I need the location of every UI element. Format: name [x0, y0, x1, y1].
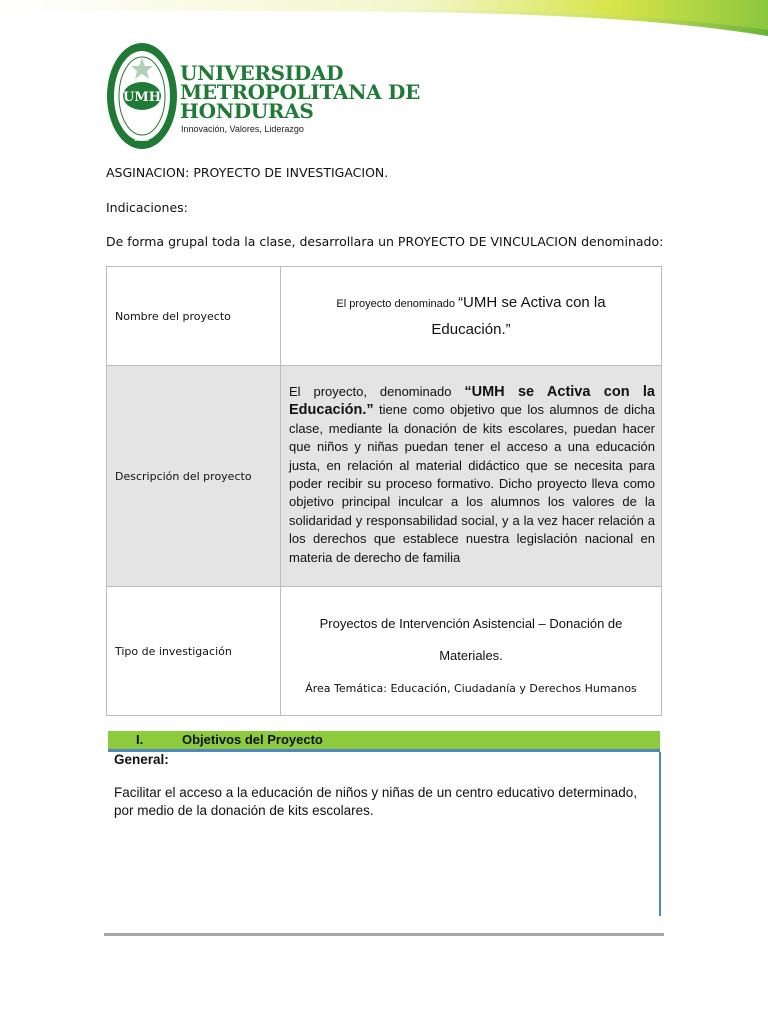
- project-name-label: Nombre del proyecto: [107, 267, 281, 366]
- research-type-line-2: Materiales.: [439, 647, 503, 663]
- project-description-label: Descripción del proyecto: [107, 366, 281, 587]
- logo-line-3: HONDURAS: [180, 99, 314, 123]
- research-type-cell: [281, 587, 662, 716]
- description-lead: El proyecto, denominado: [289, 383, 465, 399]
- objectives-number: I.: [136, 732, 144, 747]
- objectives-title: Objetivos del Proyecto: [182, 732, 323, 747]
- intro-paragraph: De forma grupal toda la clase, desarrollara un PROYECTO DE VINCULACION denominado:: [106, 234, 664, 249]
- logo-tagline: Innovación, Valores, Liderazgo: [181, 124, 304, 134]
- logo-year: 2002: [134, 136, 150, 143]
- logo-line-2: METROPOLITANA DE: [180, 80, 421, 104]
- assignment-heading: ASGINACION: PROYECTO DE INVESTIGACION.: [106, 165, 389, 180]
- research-type-label: Tipo de investigación: [107, 587, 281, 716]
- objectives-section-bar: [108, 731, 660, 752]
- project-name-title-end: .”: [501, 320, 511, 338]
- description-body: tiene como objetivo que los alumnos de dicha clase, mediante la donación de kits escolares, puedan hacer que niños y niñas puedan tener el acceso a una educación justa, en relación al material didáctico que se necesita para poder recibir su proceso formativo. Dicho proyecto lleva como objetivo principal inculcar a los alumnos los valores de la solidaridad y responsabilidad social, y a la vez hacer relación a los derechos que establece nuestra legislación nacional en materia de derecho de familia: [289, 402, 655, 565]
- table-row: [107, 267, 662, 366]
- indications-heading: Indicaciones:: [106, 200, 188, 215]
- description-bold-title: “UMH se Activa con la Educación.”: [289, 383, 655, 419]
- project-table: [106, 266, 662, 716]
- logo-monogram: UMH: [122, 90, 162, 105]
- table-row: [107, 587, 662, 716]
- logo-wordmark: [180, 61, 421, 123]
- research-type-line-1: Proyectos de Intervención Asistencial – Donación de: [319, 615, 623, 631]
- general-objective-text: Facilitar el acceso a la educación de niños y niñas de un centro educativo determinado, por medio de la donación de kits escolares.: [114, 785, 638, 818]
- footer-divider: [104, 933, 664, 936]
- table-row: [107, 366, 662, 587]
- project-name-cell: [281, 267, 662, 366]
- project-description-cell: [281, 366, 662, 587]
- logo-line-1: UNIVERSIDAD: [180, 61, 344, 85]
- objectives-box-border: [659, 752, 661, 916]
- project-name-title: “UMH se Activa con la: [458, 293, 606, 311]
- thematic-area: Área Temática: Educación, Ciudadanía y Derechos Humanos: [305, 681, 637, 695]
- header-swoosh: [0, 0, 768, 40]
- general-heading: General:: [114, 752, 169, 767]
- project-name-prefix: El proyecto denominado: [336, 297, 459, 310]
- project-name-title-2: Educación: [431, 320, 502, 338]
